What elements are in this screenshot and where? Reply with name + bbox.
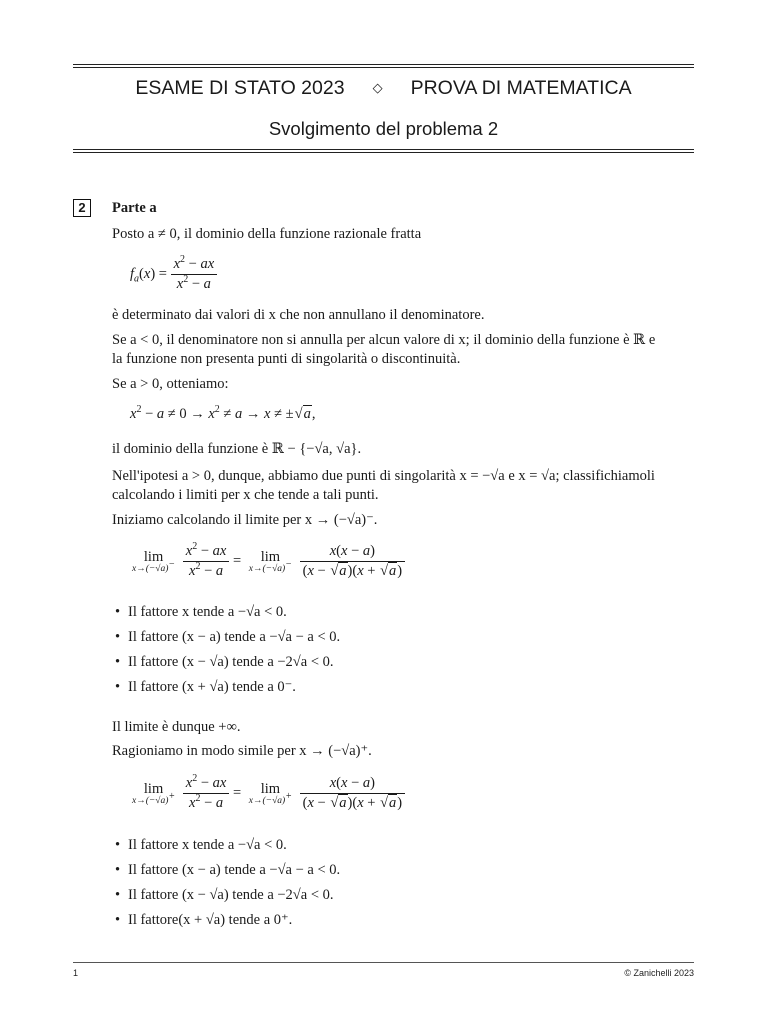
paragraph-positive-a: Se a > 0, otteniamo: <box>112 376 229 392</box>
bullet-left-1: • Il fattore x tende a −√a < 0. <box>128 604 287 621</box>
subject-label: PROVA DI MATEMATICA <box>410 77 632 99</box>
header-subtitle: Svolgimento del problema 2 <box>268 118 499 139</box>
header-bottom-rule-2 <box>73 152 694 153</box>
paragraph-singularities-1: Nell'ipotesi a > 0, dunque, abbiamo due punti di singolarità x = −√a e x = √a; classifichiamoli <box>112 468 655 484</box>
bullet-right-1: • Il fattore x tende a −√a < 0. <box>128 837 287 854</box>
paragraph-negative-a-1: Se a < 0, il denominatore non si annulla per alcun valore di x; il dominio della funzione è ℝ e <box>112 332 656 348</box>
header-bottom-rule <box>73 149 694 150</box>
paragraph-negative-a-2: la funzione non presenta punti di singolarità o discontinuità. <box>112 351 461 367</box>
equation-domain-step: $x^2 - a \ne 0 \to x^2 \ne a \to x \ne \pm√a$, <box>130 404 316 422</box>
bullet-right-2: • Il fattore (x − a) tende a −√a − a < 0. <box>128 862 340 879</box>
header-top-rule <box>73 64 694 65</box>
paragraph-right-limit-intro: Ragioniamo in modo simile per x → (−√a)⁺. <box>112 743 372 759</box>
header-top-rule-2 <box>73 67 694 68</box>
paragraph-denominator: è determinato dai valori di x che non annullano il denominatore. <box>112 307 485 323</box>
equation-function-definition: $f_a(x)$ = $\frac{x^2 - ax}{x^2 - a}$ <box>130 256 217 293</box>
paragraph-left-limit-intro: Iniziamo calcolando il limite per x → (−√a)⁻. <box>112 512 378 528</box>
part-title: Parte a <box>112 200 157 216</box>
page-number: 1 <box>73 968 79 978</box>
footer-rule <box>73 962 694 963</box>
problem-number-box: 2 <box>73 199 91 217</box>
paragraph-singularities-2: calcolando i limiti per x che tende a tali punti. <box>112 487 379 503</box>
bullet-right-3: • Il fattore (x − √a) tende a −2√a < 0. <box>128 887 334 904</box>
bullet-left-2: • Il fattore (x − a) tende a −√a − a < 0. <box>128 629 340 646</box>
header-title <box>73 77 694 100</box>
bullet-left-4: • Il fattore (x + √a) tende a 0⁻. <box>128 679 296 696</box>
paragraph-domain: il dominio della funzione è ℝ − {−√a, √a}. <box>112 441 362 457</box>
bullet-left-3: • Il fattore (x − √a) tende a −2√a < 0. <box>128 654 334 671</box>
copyright: © Zanichelli 2023 <box>624 968 694 978</box>
paragraph-limit-result: Il limite è dunque +∞. <box>112 719 241 735</box>
bullet-right-4: • Il fattore(x + √a) tende a 0⁺. <box>128 912 292 929</box>
paragraph-intro: Posto a ≠ 0, il dominio della funzione razionale fratta <box>112 226 422 242</box>
exam-label: ESAME DI STATO 2023 <box>135 77 345 99</box>
diamond-icon: ◇ <box>372 80 383 95</box>
equation-left-limit: lim x→(−√a)− $\frac{x^2 - ax}{x^2 - a}$ = lim x→(−√a)− $\frac{x(x - a)}{(x - √a)(x + √a)}$ <box>128 543 405 580</box>
equation-right-limit: lim x→(−√a)+ $\frac{x^2 - ax}{x^2 - a}$ = lim x→(−√a)+ $\frac{x(x - a)}{(x - √a)(x + √a)}$ <box>128 775 405 812</box>
